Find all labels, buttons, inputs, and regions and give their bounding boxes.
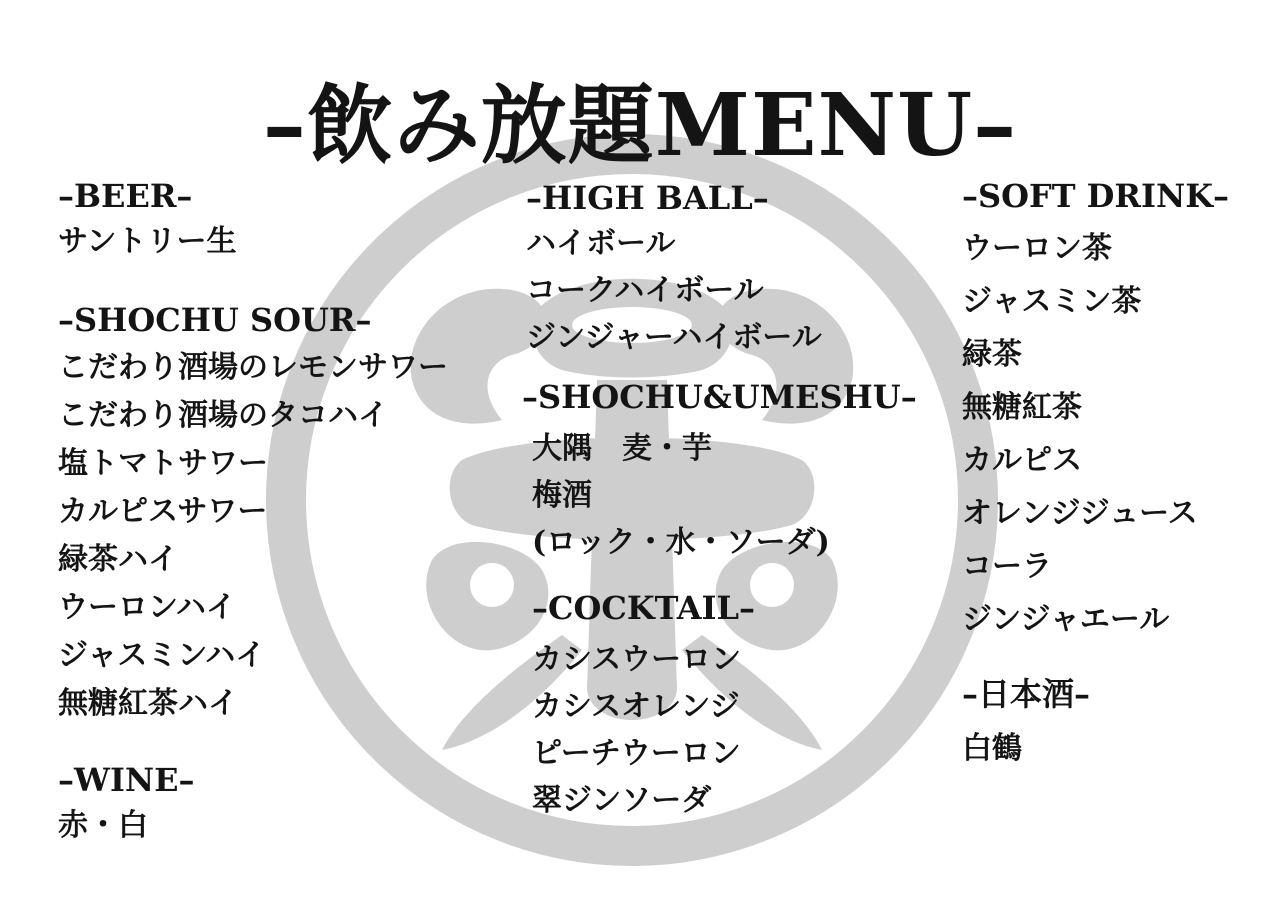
section-high-ball xyxy=(526,176,917,361)
menu-item: 梅酒 xyxy=(532,478,592,513)
item-list xyxy=(962,222,1229,646)
section-heading: –SOFT DRINK– xyxy=(962,177,1230,215)
section-heading: –SHOCHU SOUR– xyxy=(58,301,372,339)
item-list xyxy=(526,636,917,824)
menu-item: コークハイボール xyxy=(526,273,764,308)
section-heading: –COCKTAIL– xyxy=(532,589,755,627)
menu-item: カシスオレンジ xyxy=(532,689,740,724)
section-beer xyxy=(58,174,448,266)
section-heading: –HIGH BALL– xyxy=(526,179,769,217)
menu-item: カルピス xyxy=(962,443,1082,478)
menu-item: カシスウーロン xyxy=(532,642,742,677)
menu-item: 翠ジンソーダ xyxy=(532,783,712,818)
menu-column-middle xyxy=(522,176,917,824)
menu-item: コーラ xyxy=(962,549,1052,584)
menu-item: 無糖紅茶ハイ xyxy=(58,686,238,721)
menu-title: –飲み放題MENU– xyxy=(262,74,1018,176)
section-cocktail xyxy=(526,586,917,824)
menu-item: 緑茶 xyxy=(962,337,1022,372)
section-heading: –日本酒– xyxy=(962,675,1091,713)
menu-item: ウーロン茶 xyxy=(962,231,1112,266)
menu-item: 塩トマトサワー xyxy=(58,446,268,481)
menu-item: (ロック・水・ソーダ) xyxy=(532,525,830,560)
menu-item: こだわり酒場のタコハイ xyxy=(58,398,388,433)
menu-item: 無糖紅茶 xyxy=(962,390,1082,425)
section-shochu-sour xyxy=(58,298,448,728)
menu-item: ピーチウーロン xyxy=(532,736,741,771)
item-list xyxy=(58,802,448,850)
menu-item: ジャスミンハイ xyxy=(58,638,266,673)
section-heading: –SHOCHU&UMESHU– xyxy=(522,378,917,416)
section-shochu-umeshu xyxy=(522,375,917,566)
menu-item: ジャスミン茶 xyxy=(962,284,1142,319)
menu-item: こだわり酒場のレモンサワー xyxy=(58,350,448,385)
menu-item: オレンジジュース xyxy=(962,496,1198,531)
item-list xyxy=(58,218,448,266)
menu-column-left xyxy=(58,174,448,850)
item-list xyxy=(962,722,1229,776)
menu-item: 赤・白 xyxy=(58,808,148,843)
section-heading: –BEER– xyxy=(58,177,193,215)
menu-item: ジンジャエール xyxy=(962,602,1170,637)
menu-item: 大隅 麦・芋 xyxy=(532,431,712,466)
menu-item: 緑茶ハイ xyxy=(58,542,178,577)
section-soft-drink xyxy=(962,174,1229,646)
section-wine xyxy=(58,758,448,850)
item-list xyxy=(526,220,917,361)
section-heading: –WINE– xyxy=(58,761,195,799)
menu-item: 白鶴 xyxy=(962,731,1022,766)
menu-item: サントリー生 xyxy=(58,224,237,259)
menu-column-right xyxy=(962,174,1229,776)
section-nihonshu xyxy=(962,672,1229,776)
item-list xyxy=(526,425,917,566)
menu-item: ジンジャーハイボール xyxy=(526,320,822,355)
menu-item: カルピスサワー xyxy=(58,494,268,529)
menu-item: ウーロンハイ xyxy=(58,590,236,625)
item-list xyxy=(58,344,448,728)
menu-item: ハイボール xyxy=(526,226,676,261)
